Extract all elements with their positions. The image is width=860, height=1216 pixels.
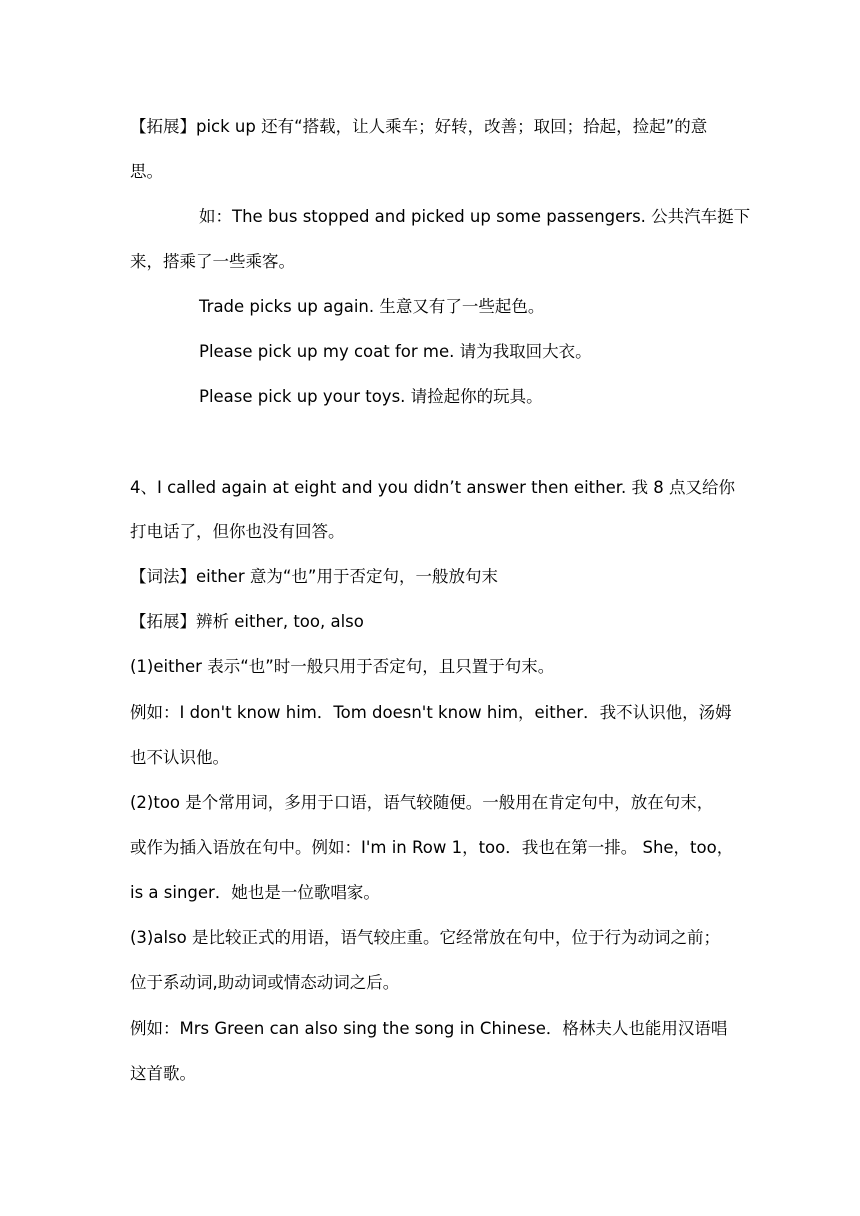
example-bus-line-1: 如：The bus stopped and picked up some passengers. 公共汽车挺下 [199,207,751,226]
example-either-line-1: 例如：I don't know him．Tom doesn't know him，either．我不认识他，汤姆 [130,703,732,722]
expansion-pick-up-line-2: 思。 [130,162,163,181]
point-3-also-line-1: (3)also 是比较正式的用语，语气较庄重。它经常放在句中，位于行为动词之前； [130,928,721,947]
example-also-line-1: 例如：Mrs Green can also sing the song in Chinese．格林夫人也能用汉语唱 [130,1019,728,1038]
example-also-line-2: 这首歌。 [130,1064,196,1083]
expansion-pick-up-line-1: 【拓展】pick up 还有“搭载，让人乘车；好转，改善；取回；拾起，捡起”的意 [130,117,708,136]
lexical-note-either: 【词法】either 意为“也”用于否定句，一般放句末 [130,567,498,586]
example-bus-line-2: 来，搭乘了一些乘客。 [130,252,295,271]
expansion-either-too-also: 【拓展】辨析 either, too, also [130,612,364,631]
point-1-either: (1)either 表示“也”时一般只用于否定句，且只置于句末。 [130,657,555,676]
example-coat: Please pick up my coat for me. 请为我取回大衣。 [199,342,592,361]
point-2-too-line-2: 或作为插入语放在句中。例如：I'm in Row 1，too．我也在第一排。 She，too， [130,838,734,857]
example-toys: Please pick up your toys. 请捡起你的玩具。 [199,387,543,406]
example-trade: Trade picks up again. 生意又有了一些起色。 [199,297,545,316]
point-2-too-line-1: (2)too 是个常用词，多用于口语，语气较随便。一般用在肯定句中，放在句末， [130,793,714,812]
point-3-also-line-2: 位于系动词,助动词或情态动词之后。 [130,973,400,992]
point-2-too-line-3: is a singer．她也是一位歌唱家。 [130,883,380,902]
sentence-4-line-1: 4、I called again at eight and you didn’t answer then either. 我 8 点又给你 [130,478,735,497]
example-either-line-2: 也不认识他。 [130,748,229,767]
sentence-4-line-2: 打电话了，但你也没有回答。 [130,522,345,541]
